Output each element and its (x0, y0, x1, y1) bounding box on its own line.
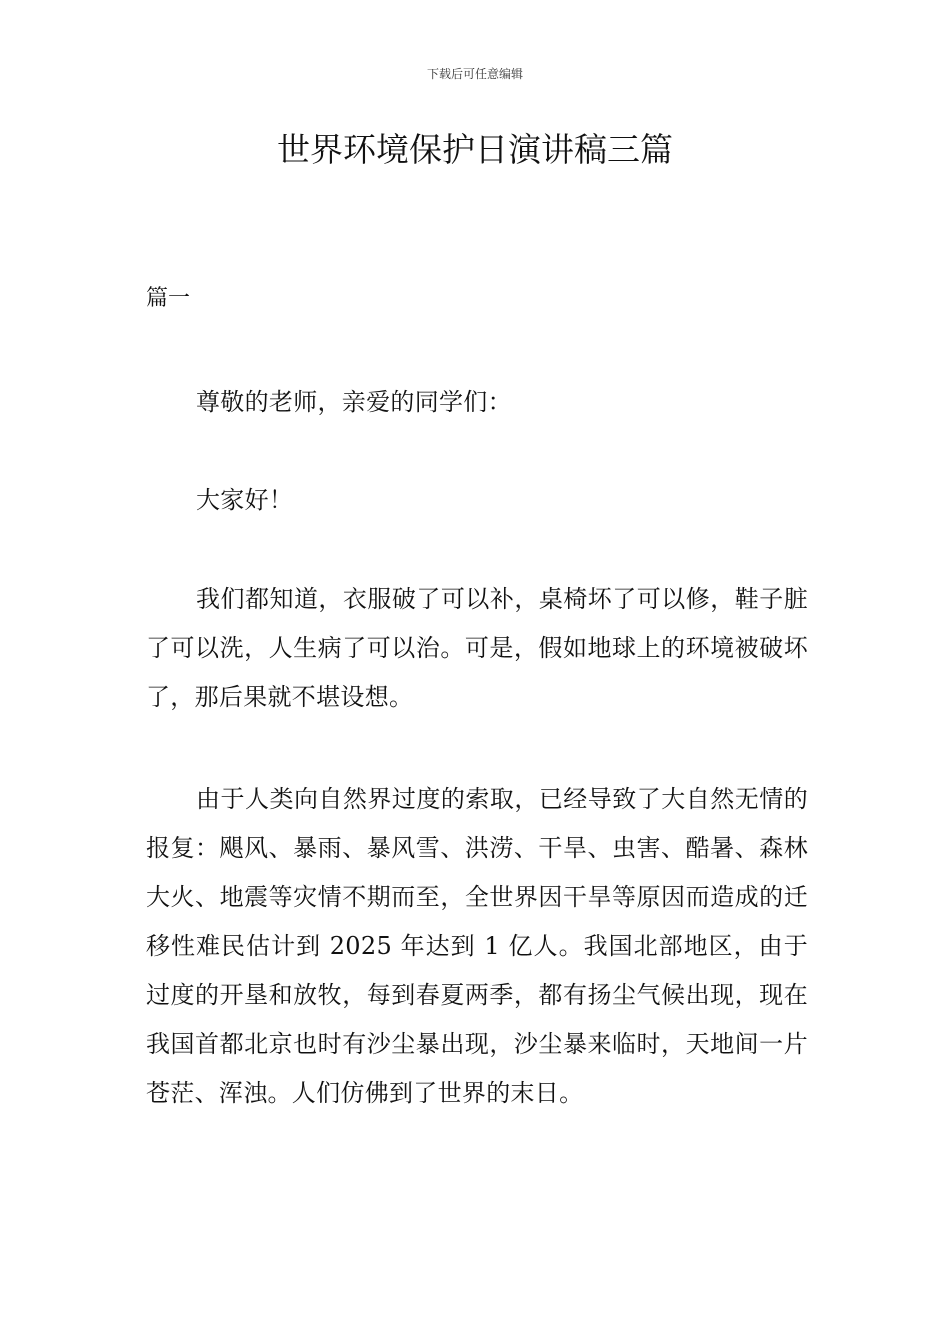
paragraph-intro: 我们都知道，衣服破了可以补，桌椅坏了可以修，鞋子脏了可以洗，人生病了可以治。可是，假如地球上的环境被破坏了，那后果就不堪设想。 (146, 585, 808, 711)
section-label: 篇一 (146, 286, 191, 311)
header-note: 下载后可任意编辑 (426, 67, 523, 81)
paragraph-greeting: 大家好！ (196, 486, 294, 514)
paragraph-salutation: 尊敬的老师，亲爱的同学们： (196, 388, 512, 416)
paragraph-body: 由于人类向自然界过度的索取，已经导致了大自然无情的报复：飓风、暴雨、暴风雪、洪涝、干旱、虫害、酷暑、森林大火、地震等灾情不期而至，全世界因干旱等原因而造成的迁移性难民估计到 2025 年达到 1 亿人。我国北部地区，由于过度的开垦和放牧，每到春夏两季，都有扬尘气候出现，现在我国首都北京也时有沙尘暴出现，沙尘暴来临时，天地间一片苍茫、浑浊。人们仿佛到了世界的末日。 (146, 785, 808, 1107)
document-title: 世界环境保护日演讲稿三篇 (277, 130, 673, 169)
